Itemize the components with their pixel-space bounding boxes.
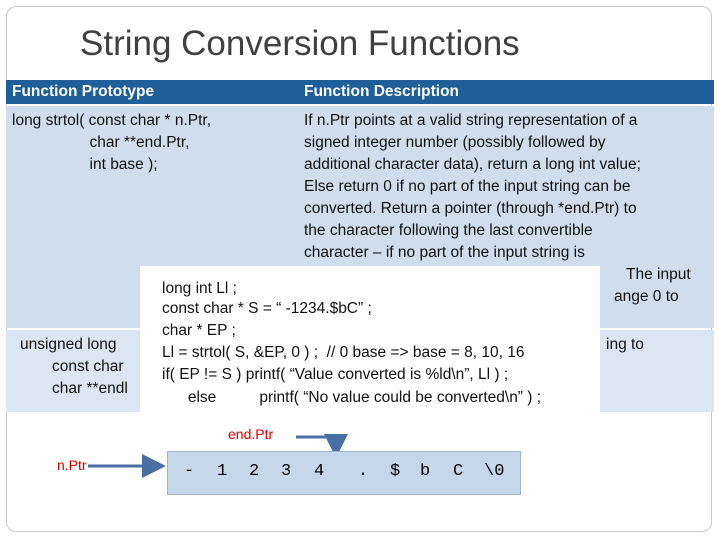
array-character: \0 [484,462,505,481]
strtoul-prototype-fragment: char **endl [52,380,128,397]
strtoul-prototype-fragment: unsigned long [20,336,117,353]
code-line: long int Ll ; [162,280,237,297]
strtol-prototype: long strtol( const char * n.Ptr, char **end.Ptr, int base ); [12,112,212,173]
code-line: const char * S = “ -1234.$bC” ; [162,300,372,317]
description-line: the character following the last convertible [304,222,593,239]
description-line: character – if no part of the input string is [304,244,585,261]
array-character: C [453,462,464,481]
code-line: else printf( “No value could be converted\n” ) ; [162,389,542,406]
header-prototype: Function Prototype [12,83,155,100]
code-line: Ll = strtol( S, &EP, 0 ) ; // 0 base => base = 8, 10, 16 [162,344,525,361]
description-line: signed integer number (possibly followed by [304,134,606,151]
code-line: char * EP ; [162,322,236,339]
slide-title: String Conversion Functions [80,24,520,63]
description-line: ange 0 to [614,288,679,305]
array-character: - [184,462,195,481]
description-line: The input [626,266,691,283]
strtoul-prototype-fragment: const char [52,358,124,375]
array-character: 2 [249,462,260,481]
strtoul-description-fragment: ing to [606,336,644,353]
end-pointer-arrow [296,437,336,452]
array-character: 4 [314,462,325,481]
array-character: b [420,462,431,481]
array-character: $ [390,462,401,481]
header-description: Function Description [304,83,459,100]
description-line: converted. Return a pointer (through *end.Ptr) to [304,200,637,217]
description-line: additional character data), return a long int value; [304,156,641,173]
description-line: If n.Ptr points at a valid string representation of a [304,112,638,129]
array-character: . [358,462,369,481]
array-character: 1 [217,462,228,481]
start-pointer-label: n.Ptr [57,457,87,473]
code-line: if( EP != S ) printf( “Value converted is %ld\n”, Ll ) ; [162,366,509,383]
end-pointer-label: end.Ptr [228,426,274,442]
array-character: 3 [281,462,292,481]
description-line: Else return 0 if no part of the input string can be [304,178,631,195]
